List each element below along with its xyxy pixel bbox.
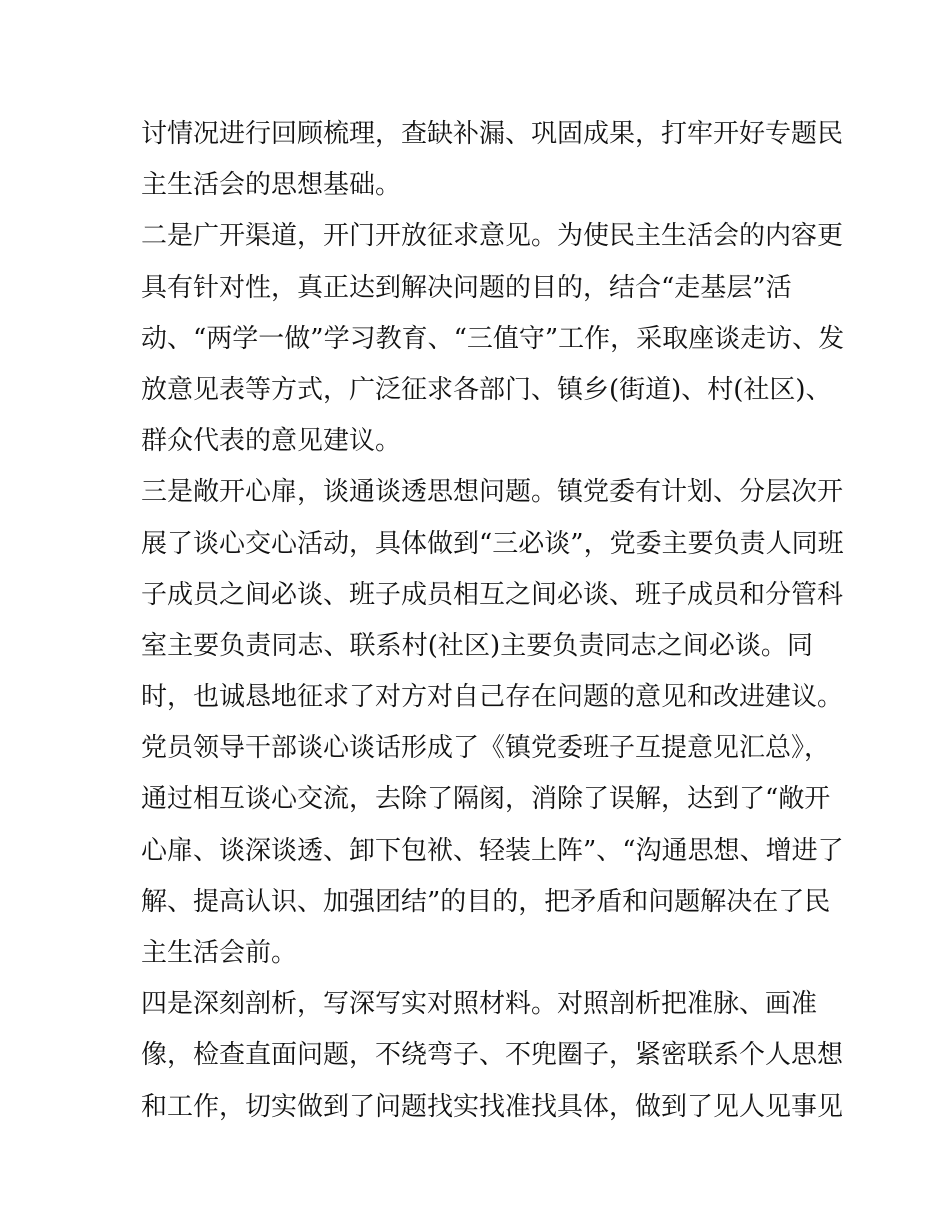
- text-line: 室主要负责同志、联系村(社区)主要负责同志之间必谈。同: [141, 630, 813, 661]
- body-text: [141, 109, 845, 1133]
- text-line: 群众代表的意见建议。: [141, 426, 402, 457]
- text-line: 动、“两学一做”学习教育、“三值守”工作，采取座谈走访、发: [141, 323, 845, 354]
- text-line: 二是广开渠道，开门开放征求意见。为使民主生活会的内容更: [141, 221, 844, 252]
- text-line: 心扉、谈深谈透、卸下包袱、轻装上阵”、“沟通思想、增进了: [141, 835, 844, 866]
- text-line: 解、提高认识、加强团结”的目的，把矛盾和问题解决在了民: [141, 886, 831, 917]
- text-line: 主生活会的思想基础。: [141, 170, 402, 201]
- text-line: 子成员之间必谈、班子成员相互之间必谈、班子成员和分管科: [141, 579, 844, 610]
- text-line: 主生活会前。: [141, 938, 298, 968]
- text-line: 具有针对性，真正达到解决问题的目的，结合“走基层”活: [141, 272, 792, 303]
- text-line: 展了谈心交心活动，具体做到“三必谈”，党委主要负责人同班: [141, 528, 844, 559]
- text-line: 像，检查直面问题，不绕弯子、不兜圈子，紧密联系个人思想: [141, 1040, 844, 1071]
- text-line: 讨情况进行回顾梳理，查缺补漏、巩固成果，打牢开好专题民: [141, 119, 844, 149]
- text-line: 放意见表等方式，广泛征求各部门、镇乡(街道)、村(社区)、: [141, 374, 832, 405]
- text-line: 时，也诚恳地征求了对方对自己存在问题的意见和改进建议。: [141, 682, 844, 713]
- text-line: 三是敞开心扉，谈通谈透思想问题。镇党委有计划、分层次开: [141, 477, 844, 508]
- text-line: 四是深刻剖析，写深写实对照材料。对照剖析把准脉、画准: [141, 989, 818, 1020]
- text-line: 党员领导干部谈心谈话形成了《镇党委班子互提意见汇总》，: [141, 733, 831, 764]
- text-line: 通过相互谈心交流，去除了隔阂，消除了误解，达到了“敞开: [141, 784, 831, 815]
- text-line: 和工作，切实做到了问题找实找准找具体，做到了见人见事见: [141, 1091, 844, 1122]
